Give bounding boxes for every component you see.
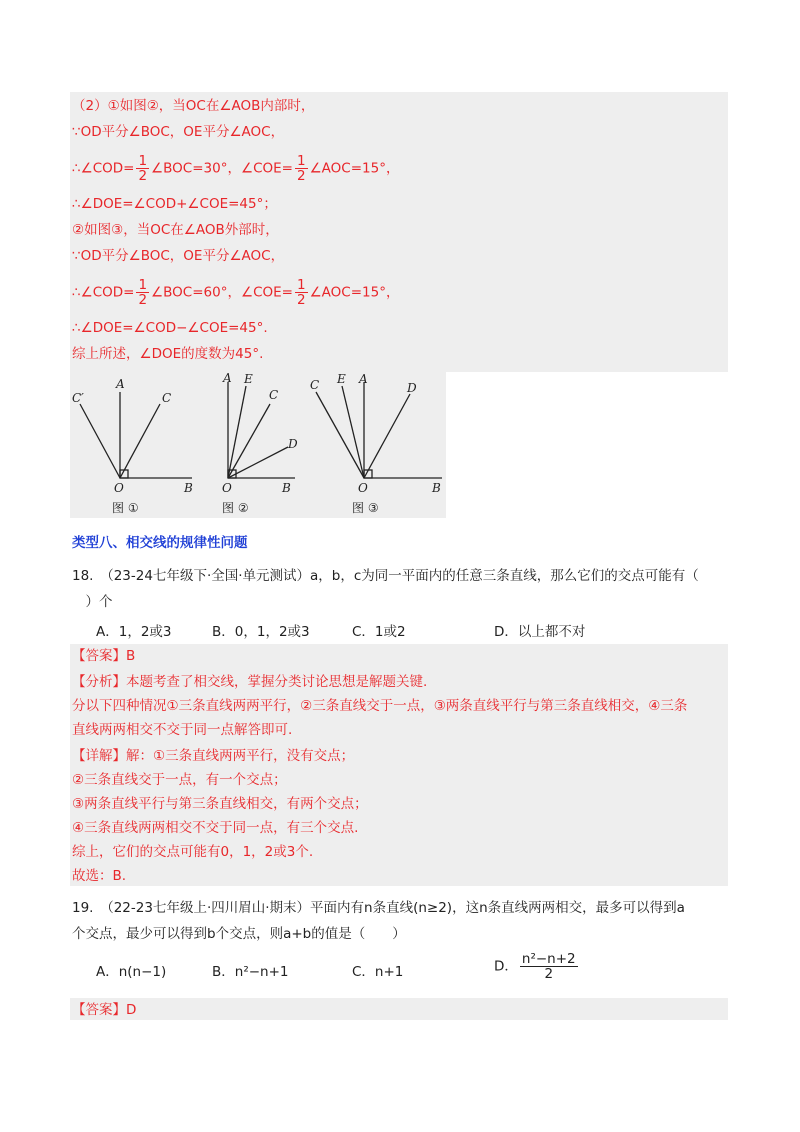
angle-figures (70, 372, 446, 518)
solution-line-2: ∵OD平分∠BOC，OE平分∠AOC， (72, 124, 285, 140)
fig3-ray-od (364, 394, 410, 478)
half-fraction: $\frac{1}{2}$ (296, 153, 306, 184)
solution-line-3-a: ∴∠COD= (72, 160, 135, 177)
half-fraction: $\frac{1}{2}$ (138, 153, 148, 184)
section-title: 类型八、相交线的规律性问题 (72, 535, 248, 551)
fig1-ray-oc-prime (80, 404, 120, 478)
fig3-label-o: O (358, 481, 368, 495)
q18-analysis-1: 【分析】本题考查了相交线，掌握分类讨论思想是解题关键. (72, 674, 428, 690)
half-fraction: $\frac{1}{2}$ (296, 277, 306, 308)
fig3-ray-oc (316, 392, 364, 478)
q18-analysis-2: 分以下四种情况①三条直线两两平行，②三条直线交于一点，③两条直线平行与第三条直线相交，④三条 (72, 698, 688, 714)
fig2-label-a: A (223, 372, 232, 385)
fig1-label-c-prime: C′ (72, 391, 84, 405)
q18-detail-3: ③两条直线平行与第三条直线相交，有两个交点； (72, 796, 368, 812)
q18-detail-5: 综上，它们的交点可能有0，1，2或3个. (72, 844, 314, 860)
q19-option-c: C．n+1 (352, 964, 404, 980)
q18-option-d: D．以上都不对 (494, 624, 586, 640)
q19-option-b: B．n²−n+1 (212, 964, 289, 980)
q18-detail-4: ④三条直线两两相交不交于同一点，有三个交点. (72, 820, 359, 836)
q18-option-b: B．0，1，2或3 (212, 624, 310, 640)
q18-option-a: A．1，2或3 (96, 624, 172, 640)
solution-line-1: （2）①如图②，当OC在∠AOB内部时， (72, 98, 315, 114)
fig2-caption: 图 ② (222, 501, 249, 515)
solution-line-8: ∴∠DOE=∠COD−∠COE=45°. (72, 320, 268, 336)
q18-option-c: C．1或2 (352, 624, 406, 640)
half-fraction: $\frac{1}{2}$ (138, 277, 148, 308)
fig1-label-o: O (114, 481, 124, 495)
solution-line-3 (72, 154, 399, 183)
fig3-label-c: C (310, 378, 320, 392)
q19-stem-2: 个交点，最少可以得到b个交点，则a+b的值是（ ） (72, 926, 406, 942)
fig2-label-o: O (222, 481, 232, 495)
solution-line-3-b: ∠BOC=30°，∠COE= (151, 160, 293, 177)
q18-answer: 【答案】B (72, 648, 136, 664)
q18-detail-1: 【详解】解：①三条直线两两平行，没有交点； (72, 748, 355, 764)
fig3-caption: 图 ③ (352, 501, 379, 515)
fig3-ray-oe (342, 386, 364, 478)
fig1-caption: 图 ① (112, 501, 139, 515)
fig1-label-b: B (184, 481, 193, 495)
solution-line-7-a: ∴∠COD= (72, 284, 135, 301)
q18-analysis-3: 直线两两相交不交于同一点解答即可. (72, 722, 293, 738)
solution-line-7-b: ∠BOC=60°，∠COE= (151, 284, 293, 301)
fig1-label-c: C (162, 391, 172, 405)
q19-stem-1: 19. （22-23七年级上·四川眉山·期末）平面内有n条直线(n≥2)，这n条直线两两相交，最多可以得到a (72, 900, 685, 916)
q18-detail-2: ②三条直线交于一点，有一个交点； (72, 772, 287, 788)
solution-line-7-c: ∠AOC=15°， (309, 284, 400, 301)
fig2-label-c: C (269, 388, 279, 402)
q19-option-d-fraction: $\frac{\text{n²−n+2}}{2}$ (521, 951, 576, 982)
fig2-ray-oe (228, 386, 246, 478)
q19-option-d-label: D． (494, 958, 518, 975)
q19-answer-block (70, 998, 728, 1020)
fig3-label-d: D (407, 381, 417, 395)
q18-stem-2: ）个 (72, 594, 113, 610)
solution-line-3-c: ∠AOC=15°， (309, 160, 400, 177)
q18-detail-6: 故选：B. (72, 868, 127, 884)
fig1-ray-oc (120, 404, 160, 478)
q18-stem-1: 18. （23-24七年级下·全国·单元测试）a，b，c为同一平面内的任意三条直线，那么它们的交点可能有（ (72, 568, 699, 584)
fig3-label-a: A (359, 372, 368, 386)
fig3-label-b: B (432, 481, 441, 495)
q19-answer: 【答案】D (72, 1002, 137, 1018)
fig1-label-a: A (116, 377, 125, 391)
fig3-label-e: E (337, 372, 346, 386)
q19-option-a: A．n(n−1) (96, 964, 167, 980)
solution-line-7 (72, 278, 399, 307)
solution-line-4: ∴∠DOE=∠COD+∠COE=45°； (72, 196, 277, 212)
fig2-label-b: B (282, 481, 291, 495)
solution-line-6: ∵OD平分∠BOC，OE平分∠AOC， (72, 248, 285, 264)
q19-option-d (494, 952, 580, 981)
solution-line-5: ②如图③，当OC在∠AOB外部时， (72, 222, 279, 238)
solution-line-9: 综上所述，∠DOE的度数为45°. (72, 346, 264, 362)
fig2-label-e: E (244, 372, 253, 386)
fig2-label-d: D (288, 437, 298, 451)
